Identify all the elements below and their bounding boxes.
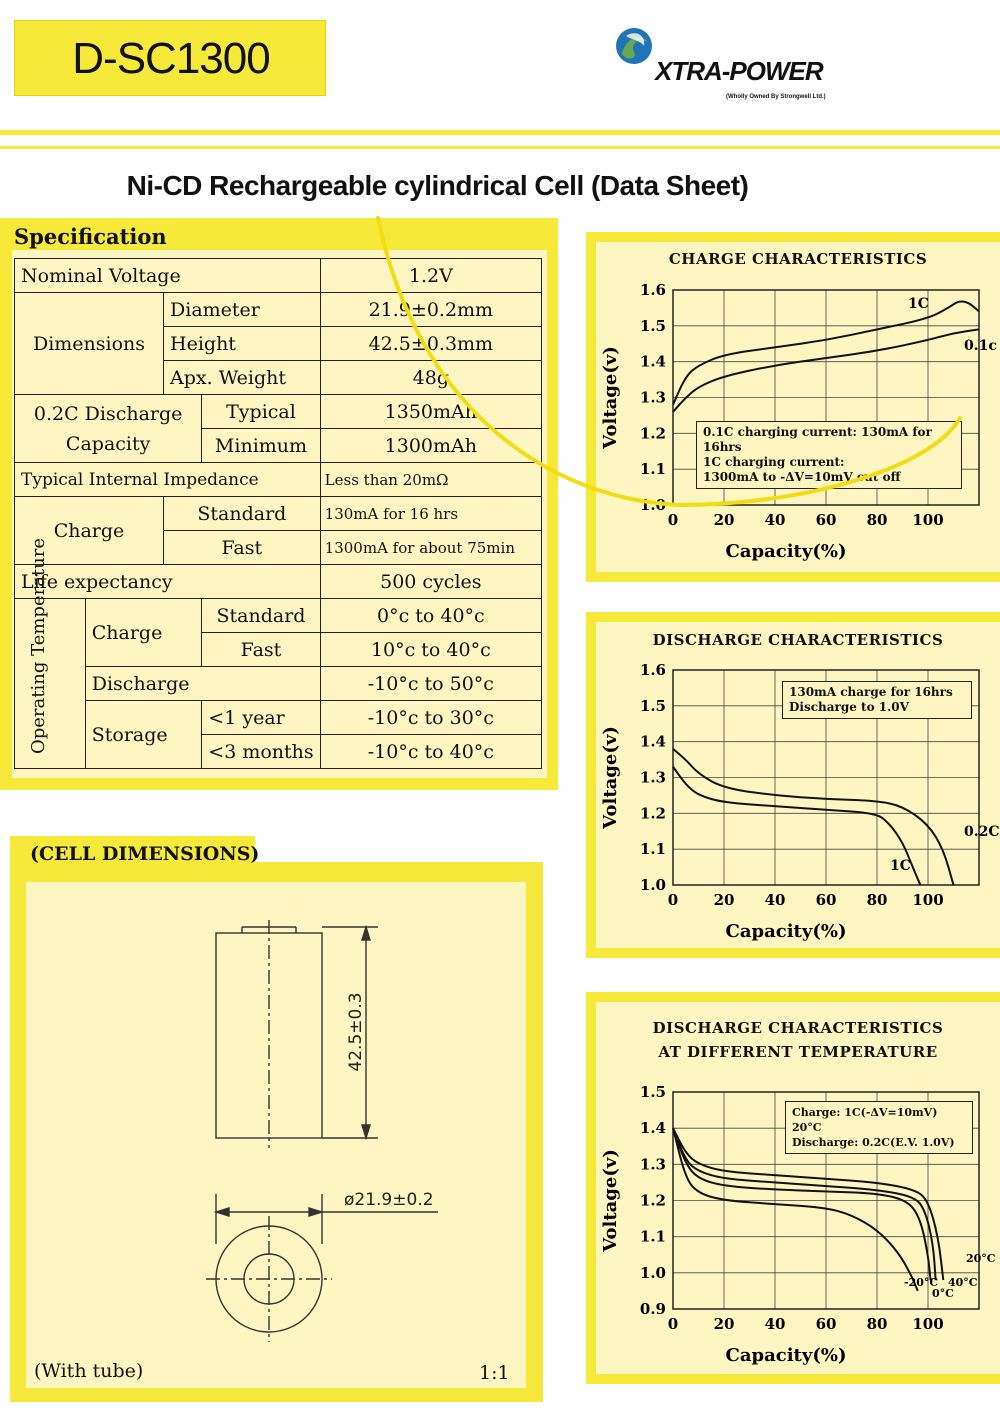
storage-2-label: <3 months bbox=[202, 735, 320, 769]
table-row bbox=[15, 395, 542, 429]
life-value: 500 cycles bbox=[320, 565, 541, 599]
x-tick-label: 100 bbox=[912, 1315, 944, 1333]
typical-label: Typical bbox=[202, 395, 320, 429]
y-tick-label: 1.0 bbox=[639, 876, 666, 894]
y-tick-label: 1.5 bbox=[639, 1083, 666, 1101]
op-fast-label: Fast bbox=[202, 633, 320, 667]
standard-charge-value: 130mA for 16 hrs bbox=[320, 497, 541, 531]
series-label: 0°C bbox=[932, 1287, 954, 1300]
x-tick-label: 80 bbox=[866, 1315, 888, 1333]
storage-1-label: <1 year bbox=[202, 701, 320, 735]
charge-note-line-1: 0.1C charging current: 130mA for 16hrs bbox=[703, 425, 932, 454]
model-badge bbox=[14, 20, 326, 96]
dimensions-label: Dimensions bbox=[15, 293, 164, 395]
temp-chart bbox=[586, 992, 1000, 1384]
op-standard-label: Standard bbox=[202, 599, 320, 633]
y-tick-label: 1.0 bbox=[639, 496, 666, 514]
op-discharge-value: -10°c to 50°c bbox=[320, 667, 541, 701]
y-tick-label: 1.1 bbox=[639, 840, 666, 859]
y-tick-label: 1.4 bbox=[639, 1119, 666, 1138]
y-tick-label: 1.6 bbox=[639, 661, 666, 679]
minimum-label: Minimum bbox=[202, 429, 320, 463]
y-tick-label: 1.6 bbox=[639, 281, 666, 299]
y-tick-label: 1.5 bbox=[639, 696, 666, 715]
fast-charge-value: 1300mA for about 75min bbox=[320, 531, 541, 565]
x-tick-label: 40 bbox=[764, 891, 786, 909]
typical-value: 1350mAh bbox=[320, 395, 541, 429]
y-tick-label: 1.3 bbox=[639, 388, 666, 407]
fast-label: Fast bbox=[164, 531, 321, 565]
series-label: 20°C bbox=[966, 1252, 996, 1265]
discharge-chart bbox=[586, 612, 1000, 958]
y-tick-label: 1.1 bbox=[639, 460, 666, 479]
x-axis-label: Capacity(%) bbox=[725, 921, 847, 942]
nominal-voltage-label: Nominal Voltage bbox=[15, 259, 321, 293]
weight-label: Apx. Weight bbox=[164, 361, 321, 395]
y-tick-label: 1.4 bbox=[639, 352, 666, 371]
header-divider-top bbox=[0, 130, 1000, 135]
specification-table bbox=[14, 258, 542, 769]
height-dimension-text: 42.5±0.3 bbox=[346, 992, 366, 1072]
document-title: Ni-CD Rechargeable cylindrical Cell (Data Sheet) bbox=[126, 170, 749, 201]
cell-dimensions-title: (CELL DIMENSIONS) bbox=[30, 843, 260, 865]
nominal-voltage-value: 1.2V bbox=[320, 259, 541, 293]
specification-title: Specification bbox=[14, 224, 167, 249]
diameter-value: 21.9±0.2mm bbox=[320, 293, 541, 327]
storage-label: Storage bbox=[85, 701, 202, 769]
op-charge-label: Charge bbox=[85, 599, 202, 667]
series-label: 0.2C bbox=[964, 824, 1000, 840]
series-label: 40°C bbox=[948, 1276, 978, 1289]
tube-note: (With tube) bbox=[34, 1360, 144, 1382]
y-tick-label: 1.3 bbox=[639, 1155, 666, 1174]
brand-subtitle: (Wholly Owned By Strongwell Ltd.) bbox=[726, 94, 826, 100]
x-axis-label: Capacity(%) bbox=[725, 541, 847, 562]
charge-note-line-2: 1C charging current: bbox=[703, 455, 845, 469]
life-label: Life expectancy bbox=[15, 565, 321, 599]
temp-note-line-1: Charge: 1C(-ΔV=10mV) 20°C bbox=[792, 1106, 938, 1134]
x-tick-label: 60 bbox=[815, 511, 837, 529]
y-axis-label: Voltage(v) bbox=[600, 1149, 621, 1252]
x-tick-label: 60 bbox=[815, 1315, 837, 1333]
temp-chart-note bbox=[785, 1101, 973, 1154]
x-tick-label: 20 bbox=[713, 891, 735, 909]
op-standard-value: 0°c to 40°c bbox=[320, 599, 541, 633]
temp-note-line-2: Discharge: 0.2C(E.V. 1.0V) bbox=[792, 1136, 955, 1149]
charge-note-line-3: 1300mA to -ΔV=10mV cut off bbox=[703, 470, 901, 484]
model-number: D-SC1300 bbox=[72, 34, 270, 83]
storage-1-value: -10°c to 30°c bbox=[320, 701, 541, 735]
x-tick-label: 80 bbox=[866, 891, 888, 909]
capacity-label bbox=[15, 395, 202, 463]
capacity-label-line2: Capacity bbox=[65, 432, 151, 455]
diameter-label: Diameter bbox=[164, 293, 321, 327]
discharge-note-line-1: 130mA charge for 16hrs bbox=[789, 685, 953, 699]
y-tick-label: 1.0 bbox=[639, 1263, 666, 1282]
operating-temperature-label: Operating Temperature bbox=[27, 537, 49, 754]
standard-label: Standard bbox=[164, 497, 321, 531]
charge-chart bbox=[586, 232, 1000, 582]
brand-name: XTRA-POWER bbox=[655, 56, 823, 86]
y-tick-label: 1.2 bbox=[639, 1191, 666, 1210]
x-tick-label: 20 bbox=[713, 511, 735, 529]
x-tick-label: 40 bbox=[764, 511, 786, 529]
y-tick-label: 1.2 bbox=[639, 804, 666, 823]
height-value: 42.5±0.3mm bbox=[320, 327, 541, 361]
discharge-note-line-2: Discharge to 1.0V bbox=[789, 700, 909, 714]
discharge-chart-note bbox=[782, 681, 972, 719]
temp-chart-title: DISCHARGE CHARACTERISTICS bbox=[652, 1019, 944, 1037]
y-axis-label: Voltage(v) bbox=[600, 346, 621, 449]
impedance-label: Typical Internal Impedance bbox=[15, 463, 321, 497]
table-row bbox=[15, 259, 542, 293]
table-row bbox=[15, 565, 542, 599]
impedance-value: Less than 20mΩ bbox=[320, 463, 541, 497]
operating-temperature-cell bbox=[15, 537, 86, 769]
x-tick-label: 100 bbox=[912, 511, 944, 529]
temp-chart-subtitle: AT DIFFERENT TEMPERATURE bbox=[658, 1043, 938, 1061]
diameter-dimension-text: ø21.9±0.2 bbox=[344, 1190, 434, 1210]
x-tick-label: 0 bbox=[667, 1315, 679, 1333]
minimum-value: 1300mAh bbox=[320, 429, 541, 463]
y-tick-label: 1.3 bbox=[639, 768, 666, 787]
y-tick-label: 1.2 bbox=[639, 424, 666, 443]
x-tick-label: 0 bbox=[667, 511, 679, 529]
series-line-1C bbox=[673, 767, 920, 885]
y-tick-label: 1.1 bbox=[639, 1227, 666, 1246]
x-tick-label: 20 bbox=[713, 1315, 735, 1333]
x-tick-label: 80 bbox=[866, 511, 888, 529]
x-tick-label: 60 bbox=[815, 891, 837, 909]
series-label: 1C bbox=[908, 296, 929, 312]
op-discharge-label: Discharge bbox=[85, 667, 320, 701]
x-tick-label: 100 bbox=[912, 891, 944, 909]
op-fast-value: 10°c to 40°c bbox=[320, 633, 541, 667]
height-label: Height bbox=[164, 327, 321, 361]
y-tick-label: 1.4 bbox=[639, 732, 666, 751]
table-row bbox=[15, 667, 542, 701]
table-row bbox=[15, 497, 542, 531]
x-tick-label: 40 bbox=[764, 1315, 786, 1333]
header-divider-bottom bbox=[0, 146, 1000, 149]
weight-value: 48g bbox=[320, 361, 541, 395]
y-axis-label: Voltage(v) bbox=[600, 726, 621, 829]
cell-drawing bbox=[26, 882, 526, 1352]
y-tick-label: 1.5 bbox=[639, 316, 666, 335]
table-row bbox=[15, 599, 542, 633]
storage-2-value: -10°c to 40°c bbox=[320, 735, 541, 769]
charge-label: Charge bbox=[15, 497, 164, 565]
charge-chart-title: CHARGE CHARACTERISTICS bbox=[668, 250, 928, 268]
table-row bbox=[15, 463, 542, 497]
drawing-scale: 1:1 bbox=[479, 1362, 510, 1384]
series-label: 1C bbox=[890, 858, 911, 874]
charge-chart-note bbox=[696, 421, 962, 489]
x-tick-label: 0 bbox=[667, 891, 679, 909]
series-label: -20°C bbox=[904, 1276, 939, 1289]
x-axis-label: Capacity(%) bbox=[725, 1345, 847, 1366]
capacity-label-line1: 0.2C Discharge bbox=[33, 402, 183, 425]
y-tick-label: 0.9 bbox=[639, 1300, 666, 1318]
table-row bbox=[15, 293, 542, 327]
discharge-chart-title: DISCHARGE CHARACTERISTICS bbox=[652, 631, 944, 649]
table-row bbox=[15, 701, 542, 735]
series-label: 0.1c bbox=[964, 338, 997, 354]
